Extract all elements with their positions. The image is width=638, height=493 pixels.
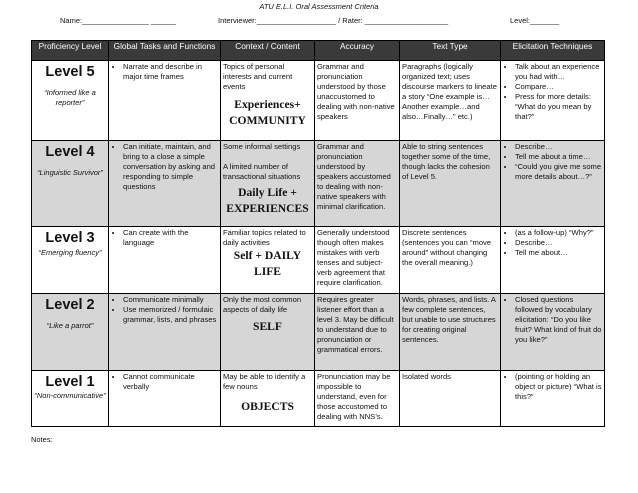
context-text: Familiar topics related to daily activities <box>223 228 306 247</box>
context-cell <box>221 141 315 227</box>
list-item: • Tell me about… <box>515 248 602 258</box>
list-item: • Talk about an experience you had with… <box>515 62 602 82</box>
interviewer-rater-field: Interviewer:___________________ / Rater: ____________________ <box>218 16 449 25</box>
list-item: • Tell me about a time… <box>515 152 602 162</box>
list-item: • Describe… <box>515 238 602 248</box>
tasks-cell <box>109 141 221 227</box>
text-type-text: Able to string sentences together some of the time, though lacks the cohesion of Level 5. <box>402 142 491 181</box>
accuracy-cell <box>315 141 400 227</box>
list-item: • Cannot communicate verbally <box>123 372 218 392</box>
header-cell: Text Type <box>400 41 501 61</box>
level-cell <box>32 227 109 294</box>
list-item: • Use memorized / formulaic grammar, lists, and phrases <box>123 305 218 325</box>
list-item: • Describe… <box>515 142 602 152</box>
level-cell <box>32 141 109 227</box>
table-row <box>32 61 605 141</box>
list-item: • Press for more details: “What do you mean by that?” <box>515 92 602 122</box>
text-type-text: Paragraphs (logically organized text; uses discourse markers to lineate a story “One example is…Another example…and also…Finally…” etc.) <box>402 62 497 121</box>
accuracy-text: Grammar and pronunciation understood by those unaccustomed to dealing with non-native speakers <box>317 62 395 121</box>
context-cell <box>221 227 315 294</box>
tasks-cell <box>109 227 221 294</box>
level-descriptor: “Non-communicative” <box>34 391 106 400</box>
header-row <box>32 41 605 61</box>
elicitation-cell <box>501 294 605 371</box>
text-type-cell <box>400 371 501 427</box>
level-name: Level 5 <box>45 64 95 80</box>
context-text: Only the most common aspects of daily life <box>223 295 302 314</box>
list-item: • Can initiate, maintain, and bring to a close a simple conversation by asking and responding to simple questions <box>123 142 218 192</box>
elicitation-cell <box>501 371 605 427</box>
list-item: • Narrate and describe in major time frames <box>123 62 218 82</box>
tasks-cell <box>109 61 221 141</box>
notes-label: Notes: <box>31 435 53 444</box>
level-name: Level 2 <box>45 297 95 313</box>
context-emphasis: SELF <box>253 320 282 333</box>
context-text: May be able to identify a few nouns <box>223 372 306 391</box>
level-name: Level 1 <box>45 374 95 390</box>
text-type-cell <box>400 227 501 294</box>
text-type-cell <box>400 294 501 371</box>
context-emphasis: OBJECTS <box>241 400 294 413</box>
table-row <box>32 141 605 227</box>
elicitation-cell <box>501 141 605 227</box>
context-cell <box>221 371 315 427</box>
context-cell <box>221 294 315 371</box>
level-descriptor: “Informed like a reporter” <box>44 88 96 107</box>
table-row <box>32 294 605 371</box>
level-name: Level 3 <box>45 230 95 246</box>
context-emphasis: Experiences+ COMMUNITY <box>229 98 306 127</box>
elicitation-cell <box>501 227 605 294</box>
level-name: Level 4 <box>45 144 95 160</box>
text-type-cell <box>400 141 501 227</box>
header-cell: Proficiency Level <box>32 41 109 61</box>
context-text: Some informal settings A limited number of transactional situations <box>223 142 301 181</box>
level-field: Level:_______ <box>510 16 560 25</box>
list-item: • (as a follow-up) “Why?” <box>515 228 602 238</box>
header-cell: Global Tasks and Functions <box>109 41 221 61</box>
accuracy-text: Grammar and pronunciation understood by speakers accustomed to dealing with non-native speakers with minimal clarification. <box>317 142 391 211</box>
criteria-table <box>31 40 605 427</box>
context-text: Topics of personal interests and current events <box>223 62 293 91</box>
text-type-text: Isolated words <box>402 372 451 381</box>
header-cell: Context / Content <box>221 41 315 61</box>
accuracy-cell <box>315 294 400 371</box>
accuracy-text: Pronunciation may be impossible to understand, even for those accustomed to dealing with NNS’s. <box>317 372 391 421</box>
level-cell <box>32 61 109 141</box>
context-emphasis: Daily Life + EXPERIENCES <box>226 186 309 215</box>
accuracy-text: Generally understood though often makes mistakes with verb tenses and subject-verb agreement that require clarification. <box>317 228 390 287</box>
level-cell <box>32 371 109 427</box>
level-descriptor: “Like a parrot” <box>46 321 94 330</box>
list-item: • Communicate minimally <box>123 295 218 305</box>
list-item: • Compare… <box>515 82 602 92</box>
list-item: • Closed questions followed by vocabulary elicitation: “Do you like fruit? What kind of fruit do you like?” <box>515 295 602 345</box>
tasks-cell <box>109 371 221 427</box>
accuracy-cell <box>315 61 400 141</box>
level-cell <box>32 294 109 371</box>
header-cell: Accuracy <box>315 41 400 61</box>
context-emphasis: Self + DAILY LIFE <box>233 249 302 278</box>
text-type-text: Discrete sentences (sentences you can “move around” without changing the overall meaning.) <box>402 228 492 267</box>
table-row <box>32 227 605 294</box>
level-descriptor: “Linguistic Survivor” <box>37 168 103 177</box>
table-row <box>32 371 605 427</box>
text-type-text: Words, phrases, and lists. A few complete sentences, but unable to use structures for creating original sentences. <box>402 295 496 344</box>
accuracy-cell <box>315 371 400 427</box>
accuracy-cell <box>315 227 400 294</box>
tasks-cell <box>109 294 221 371</box>
accuracy-text: Requires greater listener effort than a level 3. May be difficult to understand due to pronunciation or grammatical errors. <box>317 295 394 354</box>
list-item: • “Could you give me some more details about…?” <box>515 162 602 182</box>
text-type-cell <box>400 61 501 141</box>
header-cell: Elicitation Techniques <box>501 41 605 61</box>
list-item: • Can create with the language <box>123 228 218 248</box>
context-cell <box>221 61 315 141</box>
document-title: ATU E.L.I. Oral Assessment Criteria <box>259 2 379 11</box>
level-descriptor: “Emerging fluency” <box>38 248 102 257</box>
elicitation-cell <box>501 61 605 141</box>
list-item: • (pointing or holding an object or picture) “What is this?” <box>515 372 602 402</box>
name-field: Name:________________ ______ <box>60 16 176 25</box>
